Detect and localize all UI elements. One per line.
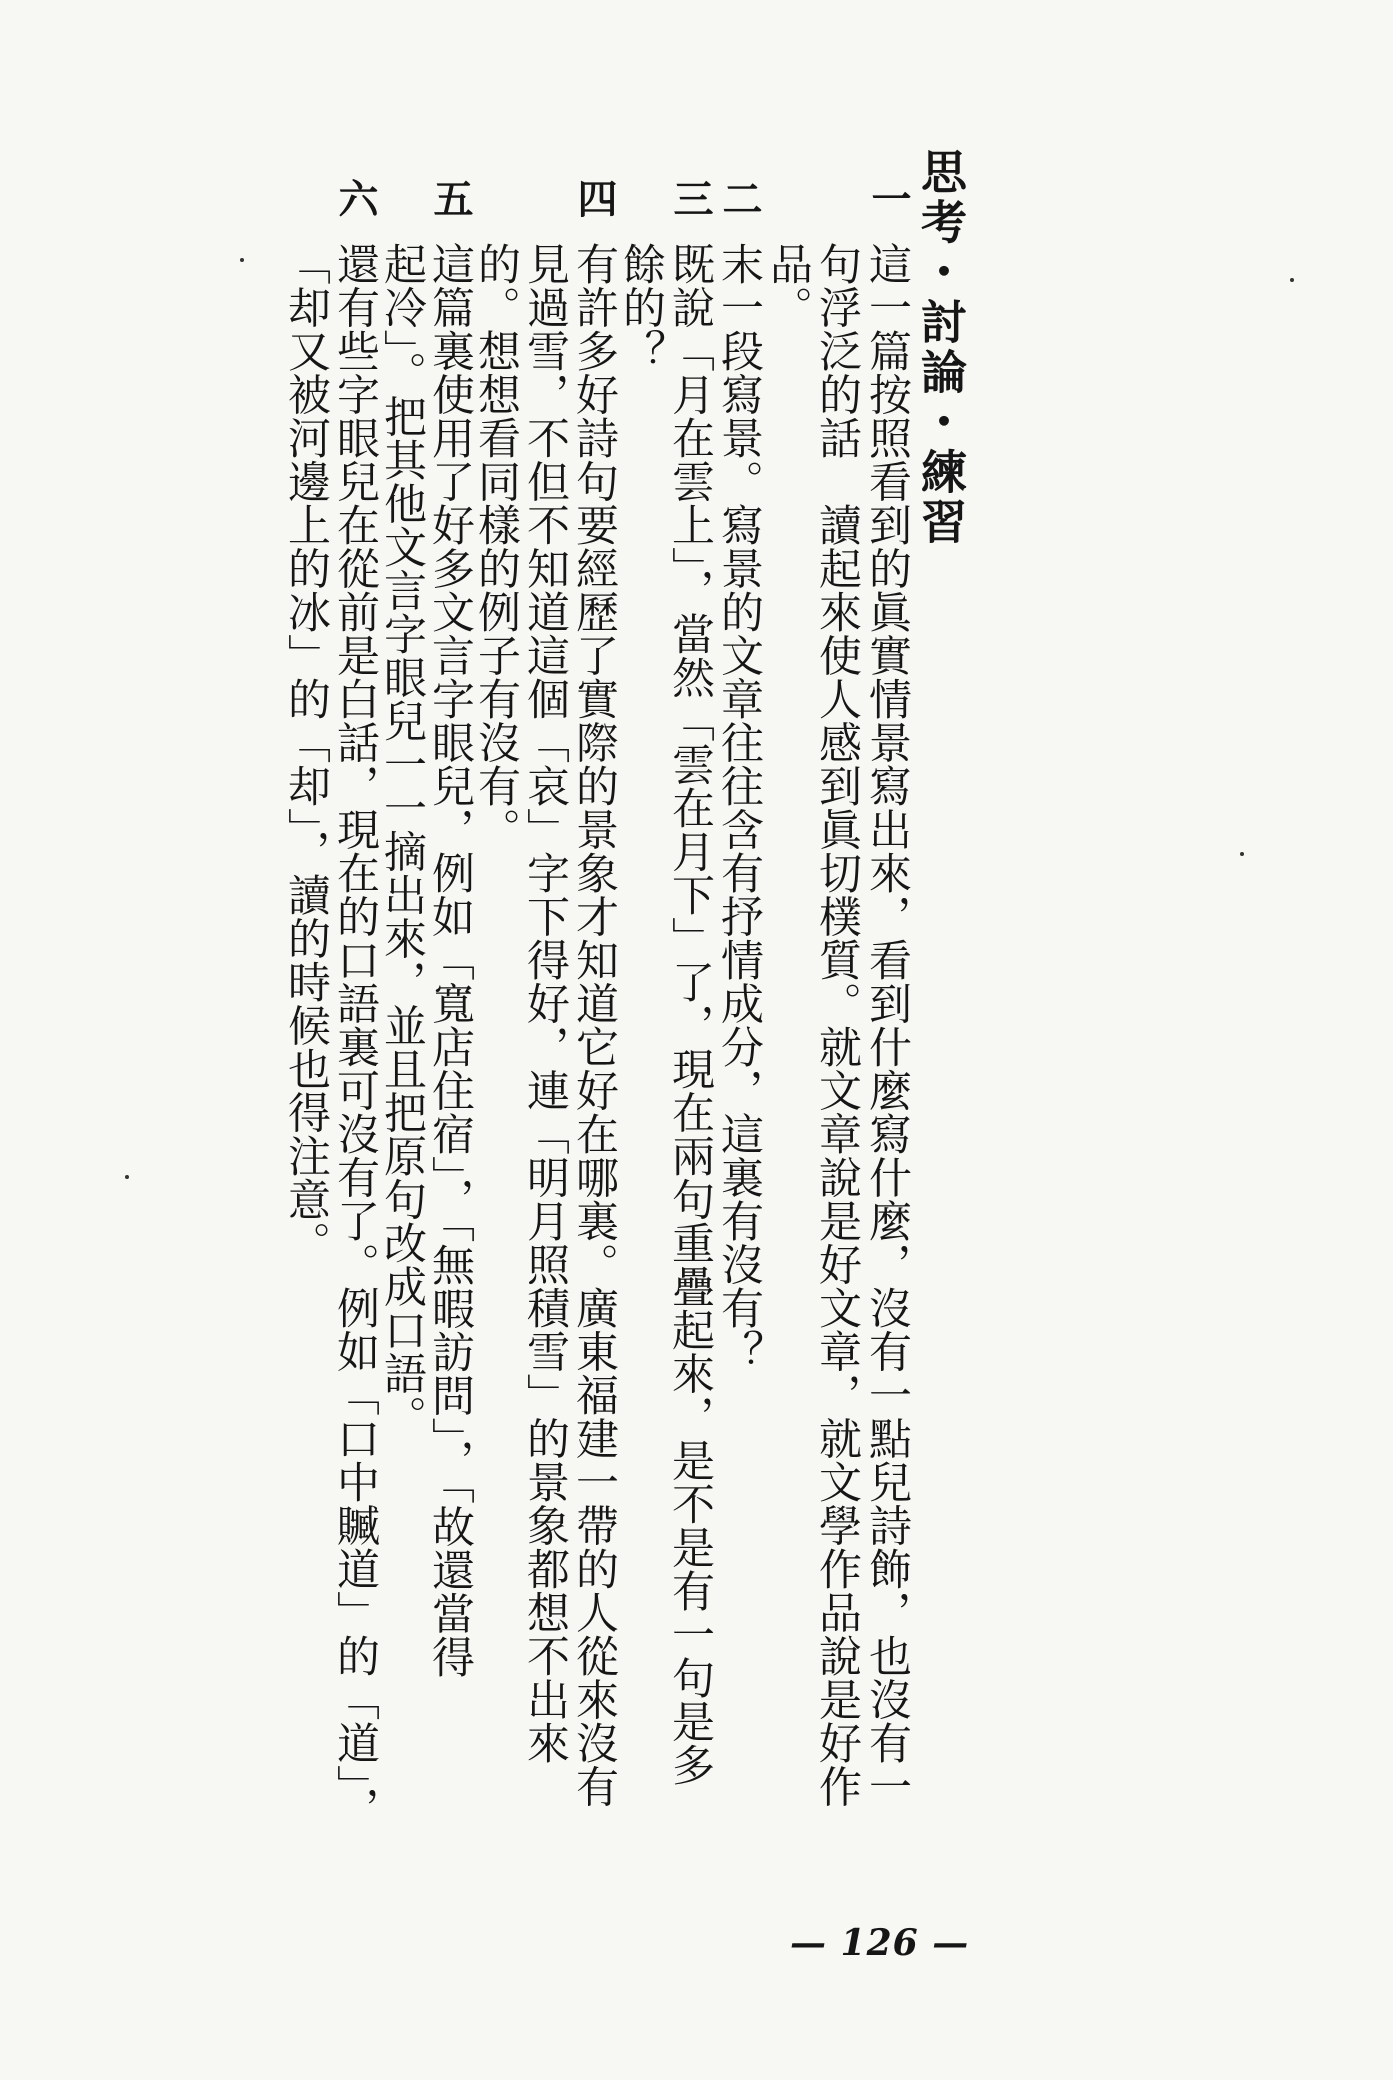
question-4-line-2: 見過雪，不但不知道這個「哀」字下得好，連「明月照積雪」的景象都想不出來: [520, 242, 570, 1765]
question-5-line-1: 這篇裏使用了好多文言字眼兒，例如「寬店住宿」，「無暇訪問」，「故還當得: [425, 242, 475, 1679]
scan-speck: [240, 258, 244, 262]
page-number: — 126 —: [790, 1922, 970, 1964]
scan-speck: [1290, 278, 1294, 282]
question-2-line-1: 末一段寫景。寫景的文章往往含有抒情成分，這裏有沒有？: [714, 242, 764, 1373]
question-1-line-1: 這一篇按照看到的眞實情景寫出來，看到什麼寫什麼，沒有一點兒詩飾，也沒有一: [862, 242, 912, 1808]
question-number-3: 三: [667, 178, 714, 218]
question-number-6: 六: [332, 178, 379, 218]
question-3-line-1: 既說「月在雲上」，當然「雲在月下」了，現在兩句重疊起來，是不是有一句是多: [665, 242, 715, 1787]
scan-speck: [125, 1175, 129, 1179]
question-number-2: 二: [716, 178, 763, 218]
question-6-line-2: 「却又被河邊上的冰」的「却」，讀的時候也得注意。: [281, 242, 331, 1265]
section-heading: 思考・討論・練習: [914, 148, 968, 548]
question-4-line-3: 的。想想看同樣的例子有沒有。: [471, 242, 521, 851]
scan-speck: [1240, 852, 1244, 856]
question-number-5: 五: [427, 178, 474, 218]
question-4-line-1: 有許多好詩句要經歷了實際的景象才知道它好在哪裏。廣東福建一帶的人從來沒有: [569, 242, 619, 1808]
question-3-line-2: 餘的？: [616, 242, 666, 373]
question-1-line-2: 句浮泛的話 讀起來使人感到眞切樸質。就文章說是好文章，就文學作品說是好作: [812, 242, 862, 1808]
question-number-4: 四: [571, 178, 618, 218]
question-5-line-2: 起冷」。把其他文言字眼兒一一摘出來，並且把原句改成口語。: [377, 242, 427, 1439]
question-number-1: 一: [865, 178, 912, 218]
question-1-line-3: 品。: [763, 242, 813, 329]
question-6-line-1: 還有些字眼兒在從前是白話，現在的口語裏可沒有了。例如「口中贓道」的「道」，: [330, 242, 380, 1830]
